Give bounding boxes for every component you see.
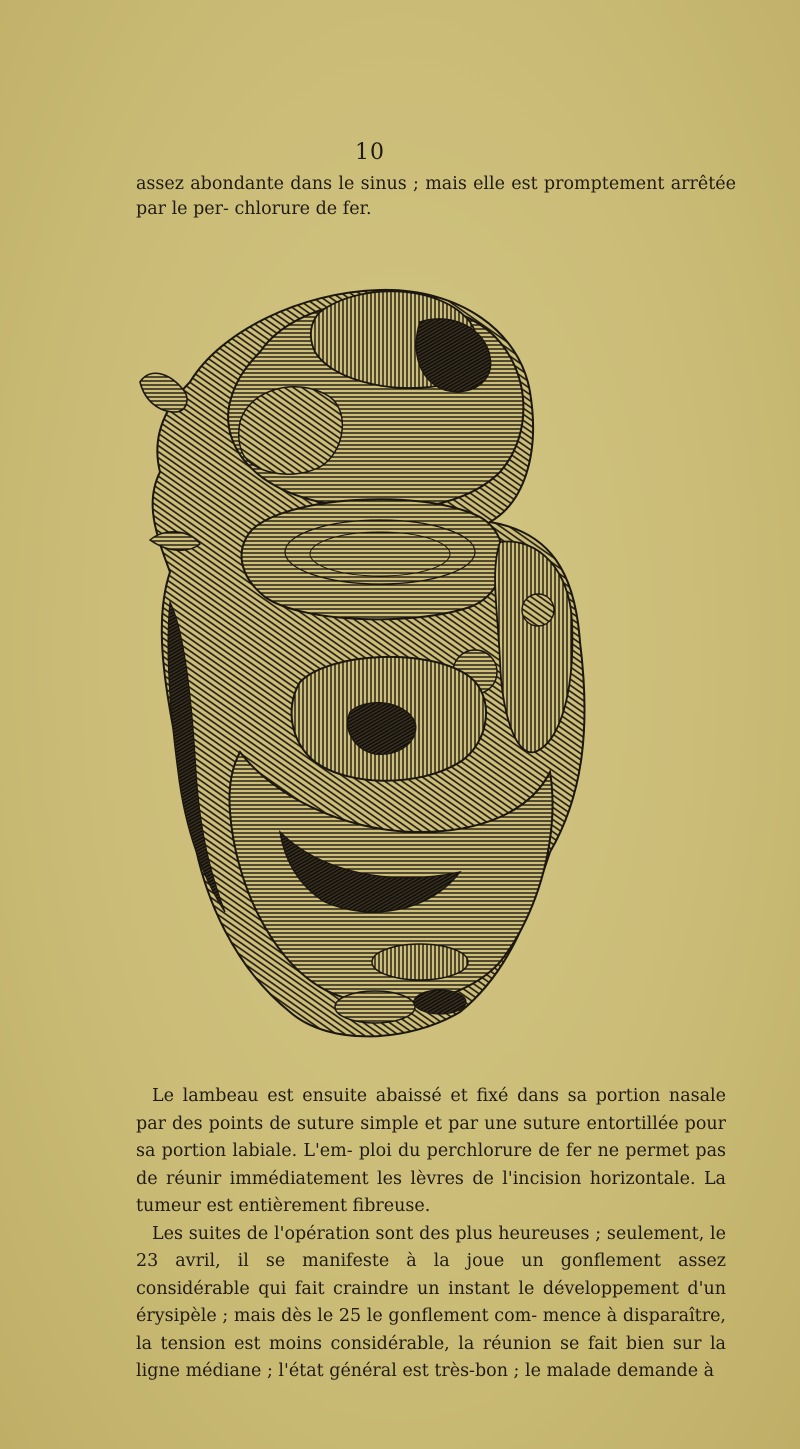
top-paragraph: assez abondante dans le sinus ; mais elle est promptement arrêtée par le per- chlorure de fer. [136,174,736,219]
page-number: 10 [355,140,385,165]
tumor-illustration [130,272,610,1062]
paragraph: Le lambeau est ensuite abaissé et fixé dans sa portion nasale par des points de suture simple et par une suture entortillée pour sa portion labiale. L'em- ploi du perchlorure de fer ne permet pas de réunir immédiatement les lèvres de l'incision horizontale. La tumeur est entièrement fibreuse. [136,1086,726,1216]
paragraph: Les suites de l'opération sont des plus heureuses ; seulement, le 23 avril, il se manifeste à la joue un gonflement assez considérable qui fait craindre un instant le développement d'un érysipèle ; mais dès le 25 le gonflement com- mence à disparaître, la tension est moins considérable, la réunion se fait bien sur la ligne médiane ; l'état général est très-bon ; le malade demande à [136,1223,726,1381]
body-text [136,1083,726,1386]
